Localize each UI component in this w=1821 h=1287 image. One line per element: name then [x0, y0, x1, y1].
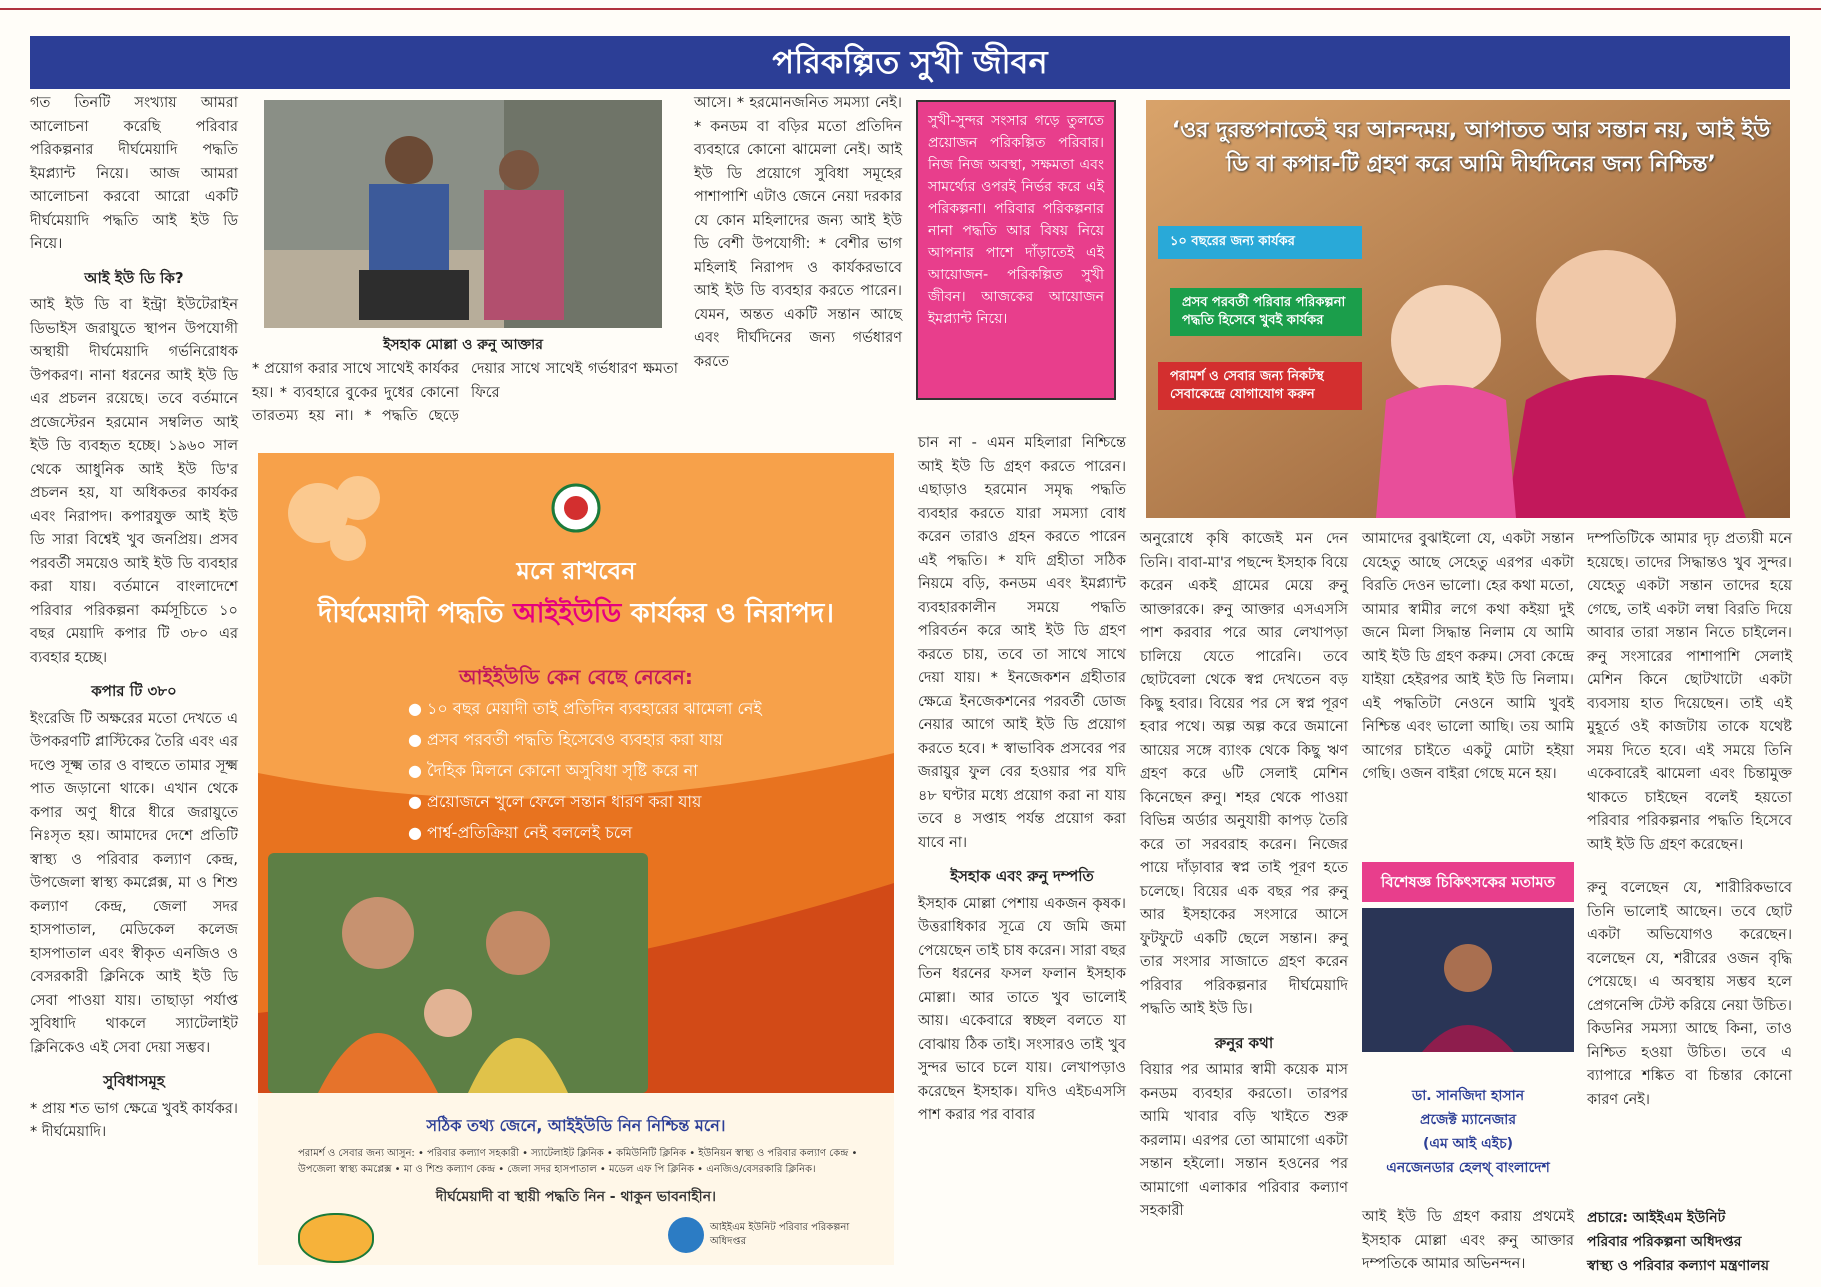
benefits-text: * প্রায় শত ভাগ ক্ষেত্রে খুবই কার্যকর। * দীর্ঘমেয়াদি। [30, 1100, 238, 1140]
ad-slogan: দীর্ঘমেয়াদী বা স্থায়ী পদ্ধতি নিন - থাকুন ভাবনাহীন। [435, 1189, 717, 1205]
column-2 [252, 358, 678, 430]
column-7 [1587, 528, 1792, 1122]
what-is-iud-text: আই ইউ ডি বা ইন্ট্রা ইউটেরাইন ডিভাইস জরায়ুতে স্থাপন উপযোগী অস্থায়ী দীর্ঘমেয়াদি গর্ভনিরোধক উপকরণ। নানা ধরনের আই ইউ ডি এর প্রচলন রয়েছে। তবে বর্তমানে প্রজেস্টেরন হরমোন সম্বলিত আই ইউ ডি ব্যবহৃত হচ্ছে। ১৯৬০ সাল থেকে আধুনিক আই ইউ ডি'র প্রচলন হয়, যা অধিকতর কার্যকর এবং নিরাপদ। কপারযুক্ত আই ইউ ডি সারা বিশ্বেই খুব জনপ্রিয়। প্রসব পরবর্তী সময়েও আই ইউ ডি ব্যবহার করা যায়। বর্তমানে বাংলাদেশে পরিবার পরিকল্পনা কর্মসূচিতে ১০ বছর মেয়াদি কপার টি ৩৮০ এর ব্যবহার হচ্ছে। [30, 297, 238, 666]
ad-why-choose: আইইউডি কেন বেছে নেবেন: [459, 665, 693, 689]
ad-point: ● প্রসব পরবর্তী পদ্ধতি হিসেবেও ব্যবহার করা যায় [408, 724, 762, 755]
sponsor-line-3: স্বাস্থ্য ও পরিবার কল্যাণ মন্ত্রণালয় [1587, 1258, 1769, 1274]
family-photo [268, 853, 648, 1093]
ad-headline-part-1: দীর্ঘমেয়াদী পদ্ধতি [318, 598, 513, 629]
couple-photo-caption: ইসহাক মোল্লা ও রুনু আক্তার [383, 337, 543, 353]
copper-t-text: ইংরেজি টি অক্ষরের মতো দেখতে এ উপকরণটি প্লাস্টিকের তৈরি এবং এর দণ্ডে সূক্ষ্ম তার ও বাহুতে তামার সূক্ষ্ম পাত জড়ানো থাকে। এখান থেকে কপার অণু ধীরে ধীরে জরায়ুতে নিঃসৃত হয়। আমাদের দেশে প্রতিটি স্বাস্থ্য ও পরিবার কল্যাণ কেন্দ্র, উপজেলা স্বাস্থ্য কমপ্লেক্স, মা ও শিশু কল্যাণ কেন্দ্র, জেলা সদর হাসপাতাল, মেডিকেল কলেজ হাসপাতাল এবং স্বীকৃত এনজিও ও বেসরকারী ক্লিনিকে আই ইউ ডি সেবা পাওয়া যায়। তাছাড়া পর্যাপ্ত সুবিধাদি থাকলে স্যাটেলাইট ক্লিনিকেও এই সেবা দেয়া সম্ভব। [30, 710, 238, 1056]
sponsor-line-1: প্রচারে: আইইএম ইউনিট [1587, 1210, 1726, 1226]
intro-highlight-box: সুখী-সুন্দর সংসার গড়ে তুলতে প্রয়োজন পরিকল্পিত পরিবার। নিজ নিজ অবস্থা, সক্ষমতা এবং সামর্থ্যের ওপরই নির্ভর করে এই পরিকল্পনা। পরিবার পরিকল্পনার নানা পদ্ধতি আর বিষয় নিয়ে আপনার পাশে দাঁড়াতেই এই আয়োজন- পরিকল্পিত সুখী জীবন। আজকের আয়োজন ইমপ্ল্যান্ট নিয়ে। [916, 100, 1116, 400]
ad-point: ● দৈহিক মিলনে কোনো অসুবিধা সৃষ্টি করে না [408, 755, 762, 786]
health-ministry-logo-icon [298, 1213, 374, 1263]
column-4 [918, 432, 1126, 1138]
hero-quote: ‘ওর দুরন্তপনাতেই ঘর আনন্দময়, আপাতত আর সন্তান নয়, আই ইউ ডি বা কপার-টি গ্রহণ করে আমি দীর্ঘদিনের জন্য নিশ্চিন্ত’ [1171, 118, 1771, 177]
column-5 [1140, 528, 1348, 1234]
benefits-continued: * প্রয়োগ করার সাথে সাথেই কার্যকর হয়। * ব্যবহারে বুকের দুধের কোনো তারতম্য হয় না। * পদ্ধতি ছেড়ে দেয়ার সাথে সাথেই গর্ভধারণ ক্ষমতা ফিরে [252, 361, 678, 424]
doctor-photo-image [1362, 908, 1574, 1052]
couple-photo [264, 100, 662, 328]
ad-point: ● ১০ বছর মেয়াদী তাই প্রতিদিন ব্যবহারের ঝামেলা নেই [408, 693, 762, 724]
column-6-bottom [1362, 1206, 1574, 1287]
ad-points-list [408, 693, 762, 848]
doctor-title: প্রজেক্ট ম্যানেজার [1419, 1112, 1517, 1128]
doctor-name: ডা. সানজিদা হাসান [1411, 1088, 1525, 1104]
sponsor-line-2: পরিবার পরিকল্পনা অধিদপ্তর [1587, 1234, 1742, 1250]
doctor-org: এনজেনডার হেলথ্ বাংলাদেশ [1386, 1160, 1550, 1176]
hero-badge-contact: পরামর্শ ও সেবার জন্য নিকটস্থ সেবাকেন্দ্রে যোগাযোগ করুন [1158, 362, 1362, 410]
ad-point: ● পার্শ্ব-প্রতিক্রিয়া নেই বললেই চলে [408, 817, 762, 848]
column-6-text: আমাদের বুঝাইলো যে, একটা সন্তান যেহেতু আছে সেহেতু এরপর একটা বিরতি দেওন ভালো। হের কথা মতো, আমার স্বামীর লগে কথা কইয়া দুই জনে মিলা সিদ্ধান্ত নিলাম যে আমি আই ইউ ডি গ্রহণ করুম। সেবা কেন্দ্রে যাইয়া হেইরপর আই ইউ ডি নিলাম। এই পদ্ধতিটা নেওনে আমি খুবই নিশ্চিন্ত এবং ভালো আছি। তয় আমি আগের চাইতে একটু মোটা হইয়া গেছি। ওজন বাইরা গেছে মনে হয়। [1362, 531, 1574, 782]
column-7-text-2: রুনু বলেছেন যে, শারীরিকভাবে তিনি ভালোই আছেন। তবে ছোট একটা অভিযোগও করেছেন। বলেছেন যে, শরীরের ওজন বৃদ্ধি পেয়েছে। এ অবস্থায় সম্ভব হলে প্রেগনেন্সি টেস্ট করিয়ে নেয়া উচিত। কিডনির সমস্যা আছে কিনা, তাও নিশ্চিত হওয়া উচিত। তবে এ ব্যাপারে শঙ্কিত বা চিন্তার কোনো কারণ নেই। [1587, 880, 1792, 1108]
column-7-text: দম্পতিটিকে আমার দৃঢ় প্রত্যয়ী মনে হয়েছে। তাদের সিদ্ধান্তও খুব সুন্দর। যেহেতু একটা সন্তান তাদের হয়ে গেছে, তাই একটা লম্বা বিরতি দিয়ে আবার তারা সন্তান নিতে চাইলেন। রুনু সংসারের পাশাপাশি সেলাই মেশিন কিনে ছোটখাটো একটা ব্যবসায় হাত দিয়েছেন। তাই এই মুহূর্তে ওই কাজটায় তাকে যথেষ্ট সময় দিতে হবে। এই সময়ে তিনি একেবারেই ঝামেলা এবং চিন্তামুক্ত থাকতে চাইছেন বলেই হয়তো পরিবার পরিকল্পনার পদ্ধতি হিসেবে আই ইউ ডি গ্রহণ করেছেন। [1587, 531, 1792, 853]
runu-story-text: বিয়ার পর আমার স্বামী কয়েক মাস কনডম ব্যবহার করতো। তারপর আমি খাবার বড়ি খাইতে শুরু করলাম। এরপর তো আমাগো একটা সন্তান হইলো। সন্তান হওনের পর আমাগো এলাকার পরিবার কল্যাণ সহকারী [1140, 1062, 1348, 1219]
heading-couple: ইসহাক এবং রুনু দম্পতি [950, 867, 1094, 885]
mother-daughter-hero [1146, 100, 1790, 518]
doctor-org-short: (এম আই এইচ) [1422, 1136, 1514, 1152]
ad-headline-highlight: আইইউডি [512, 598, 622, 629]
iem-logo-icon [668, 1217, 704, 1253]
column-3-text: আসে। * হরমোনজনিত সমস্যা নেই। * কনডম বা বড়ির মতো প্রতিদিন ব্যবহারে কোনো ঝামেলা নেই। আই ইউ ডি প্রয়োগে সুবিধা সমূহের পাশাপাশি এটাও জেনে নেয়া দরকার যে কোন মহিলাদের জন্য আই ইউ ডি বেশী উপযোগী: * বেশীর ভাগ মহিলাই নিরাপদ ও কার্যকরভাবে আই ইউ ডি ব্যবহার করতে পারেন। যেমন, অন্তত একটি সন্তান আছে এবং দীর্ঘদিনের জন্য গর্ভধারণ করতে [694, 95, 902, 370]
ad-point: ● প্রয়োজনে খুলে ফেলে সন্তান ধারণ করা যায় [408, 786, 762, 817]
government-seal-icon [551, 483, 601, 533]
column-1 [30, 92, 238, 1155]
ad-headline [258, 593, 894, 638]
hero-badge-postpartum: প্রসব পরবর্তী পরিবার পরিকল্পনা পদ্ধতি হিসেবে খুবই কার্যকর [1170, 288, 1362, 336]
couple-story-text: ইসহাক মোল্লা পেশায় একজন কৃষক। উত্তরাধিকার সূত্রে যে জমি জমা পেয়েছেন তাই চাষ করেন। সারা বছর তিন ধরনের ফসল ফলান ইসহাক মোল্লা। আর তাতে খুব ভালোই আয়। একেবারে স্বচ্ছল বলতে যা বোঝায় ঠিক তাই। সংসারও তাই খুব সুন্দর ভাবে চলে যায়। লেখাপড়াও করেছেন ইসহাক। যদিও এইচএসসি পাশ করার পর বাবার [918, 895, 1126, 1123]
heading-benefits: সুবিধাসমূহ [103, 1072, 165, 1090]
hero-badge-10-years: ১০ বছরের জন্য কার্যকর [1158, 226, 1362, 259]
top-rule [0, 0, 1821, 10]
ad-service-info: পরামর্শ ও সেবার জন্য আসুন: • পরিবার কল্যাণ সহকারী • স্যাটেলাইট ক্লিনিক • কমিউনিটি ক্লিনিক • ইউনিয়ন স্বাস্থ্য ও পরিবার কল্যাণ কেন্দ্র • উপজেলা স্বাস্থ্য কমপ্লেক্স • মা ও শিশু কল্যাণ কেন্দ্র • জেলা সদর হাসপাতাল • মডেল এফ পি ক্লিনিক • এনজিও/বেসরকারি ক্লিনিক। [298, 1148, 858, 1175]
column-4-text: চান না - এমন মহিলারা নিশ্চিন্তে আই ইউ ডি গ্রহণ করতে পারেন। এছাড়াও হরমোন সমৃদ্ধ পদ্ধতি ব্যবহার করতে যারা সমস্যা বোধ করেন তারাও গ্রহন করতে পারেন এই পদ্ধতি। * যদি গ্রহীতা সঠিক নিয়মে বড়ি, কনডম এবং ইমপ্ল্যান্ট ব্যবহারকালীন সময়ে পদ্ধতি পরিবর্তন করে আই ইউ ডি গ্রহণ করতে চায়, তবে তা সাথে সাথে দেয়া যায়। * ইনজেকশন গ্রহীতার ক্ষেত্রে ইনজেকশনের পরবর্তী ডোজ নেয়ার আগে আই ইউ ডি প্রয়োগ করতে হবে। * স্বাভাবিক প্রসবের পর জরায়ুর ফুল বের হওয়ার পর যদি ৪৮ ঘণ্টার মধ্যে প্রয়োগ করা না যায় তবে ৪ সপ্তাহ পর্যন্ত প্রয়োগ করা যাবে না। [918, 435, 1126, 851]
heading-runu-speaks: রুনুর কথা [1214, 1033, 1274, 1052]
iud-advertisement [258, 453, 894, 1265]
ad-remember: মনে রাখবেন [516, 557, 636, 585]
column-6 [1362, 528, 1574, 797]
congratulation-text: আই ইউ ডি গ্রহণ করায় প্রথমেই ইসহাক মোল্লা এবং রুনু আক্তার দম্পতিকে আমার অভিনন্দন। [1362, 1209, 1574, 1272]
column-5-text: অনুরোধে কৃষি কাজেই মন দেন তিনি। বাবা-মা'র পছন্দে ইসহাক বিয়ে করেন একই গ্রামের মেয়ে রুনু আক্তারকে। রুনু আক্তার এসএসসি পাশ করবার পরে আর লেখাপড়া চালিয়ে যেতে পারেনি। তবে ছোটবেলা থেকে স্বপ্ন দেখতেন বড় কিছু হবার। বিয়ের পর সে স্বপ্ন পূরণ হবার পথে। অল্প অল্প করে জমানো আয়ের সঙ্গে ব্যাংক থেকে কিছু ঋণ গ্রহণ করে ৬টি সেলাই মেশিন কিনেছেন রুনু। শহর থেকে পাওয়া বিভিন্ন অর্ডার অনুযায়ী কাপড় তৈরি করে তা সরবরাহ করেন। নিজের পায়ে দাঁড়াবার স্বপ্ন তাই পূরণ হতে চলেছে। বিয়ের এক বছর পর রুনু আর ইসহাকের সংসারে আসে ফুটফুটে একটি ছেলে সন্তান। রুনু তার সংসার সাজাতে গ্রহণ করেন পরিবার পরিকল্পনার দীর্ঘমেয়াদি পদ্ধতি আই ইউ ডি। [1140, 531, 1348, 1017]
sponsor-credit [1587, 1206, 1792, 1278]
intro-text: গত তিনটি সংখ্যায় আমরা আলোচনা করেছি পরিবার পরিকল্পনার দীর্ঘমেয়াদি পদ্ধতি ইমপ্ল্যান্ট নিয়ে। আজ আমরা আলোচনা করবো আরো একটি দীর্ঘমেয়াদি পদ্ধতি আই ইউ ডি নিয়ে। [30, 95, 238, 252]
ad-headline-part-2: কার্যকর ও নিরাপদ। [621, 598, 834, 629]
doctor-photo [1362, 908, 1574, 1052]
ad-tagline: সঠিক তথ্য জেনে, আইইউডি নিন নিশ্চিন্ত মনে। [426, 1116, 726, 1135]
ad-department: আইইএম ইউনিট পরিবার পরিকল্পনা অধিদপ্তর [710, 1222, 850, 1247]
couple-photo-image [264, 100, 662, 328]
page-title: পরিকল্পিত সুখী জীবন [30, 36, 1790, 89]
expert-opinion-label: বিশেষজ্ঞ চিকিৎসকের মতামত [1362, 862, 1574, 902]
heading-what-is-iud: আই ইউ ডি কি? [84, 268, 184, 287]
column-3 [694, 92, 902, 384]
doctor-credit [1362, 1084, 1574, 1180]
heading-copper-t: কপার টি ৩৮০ [91, 682, 177, 700]
